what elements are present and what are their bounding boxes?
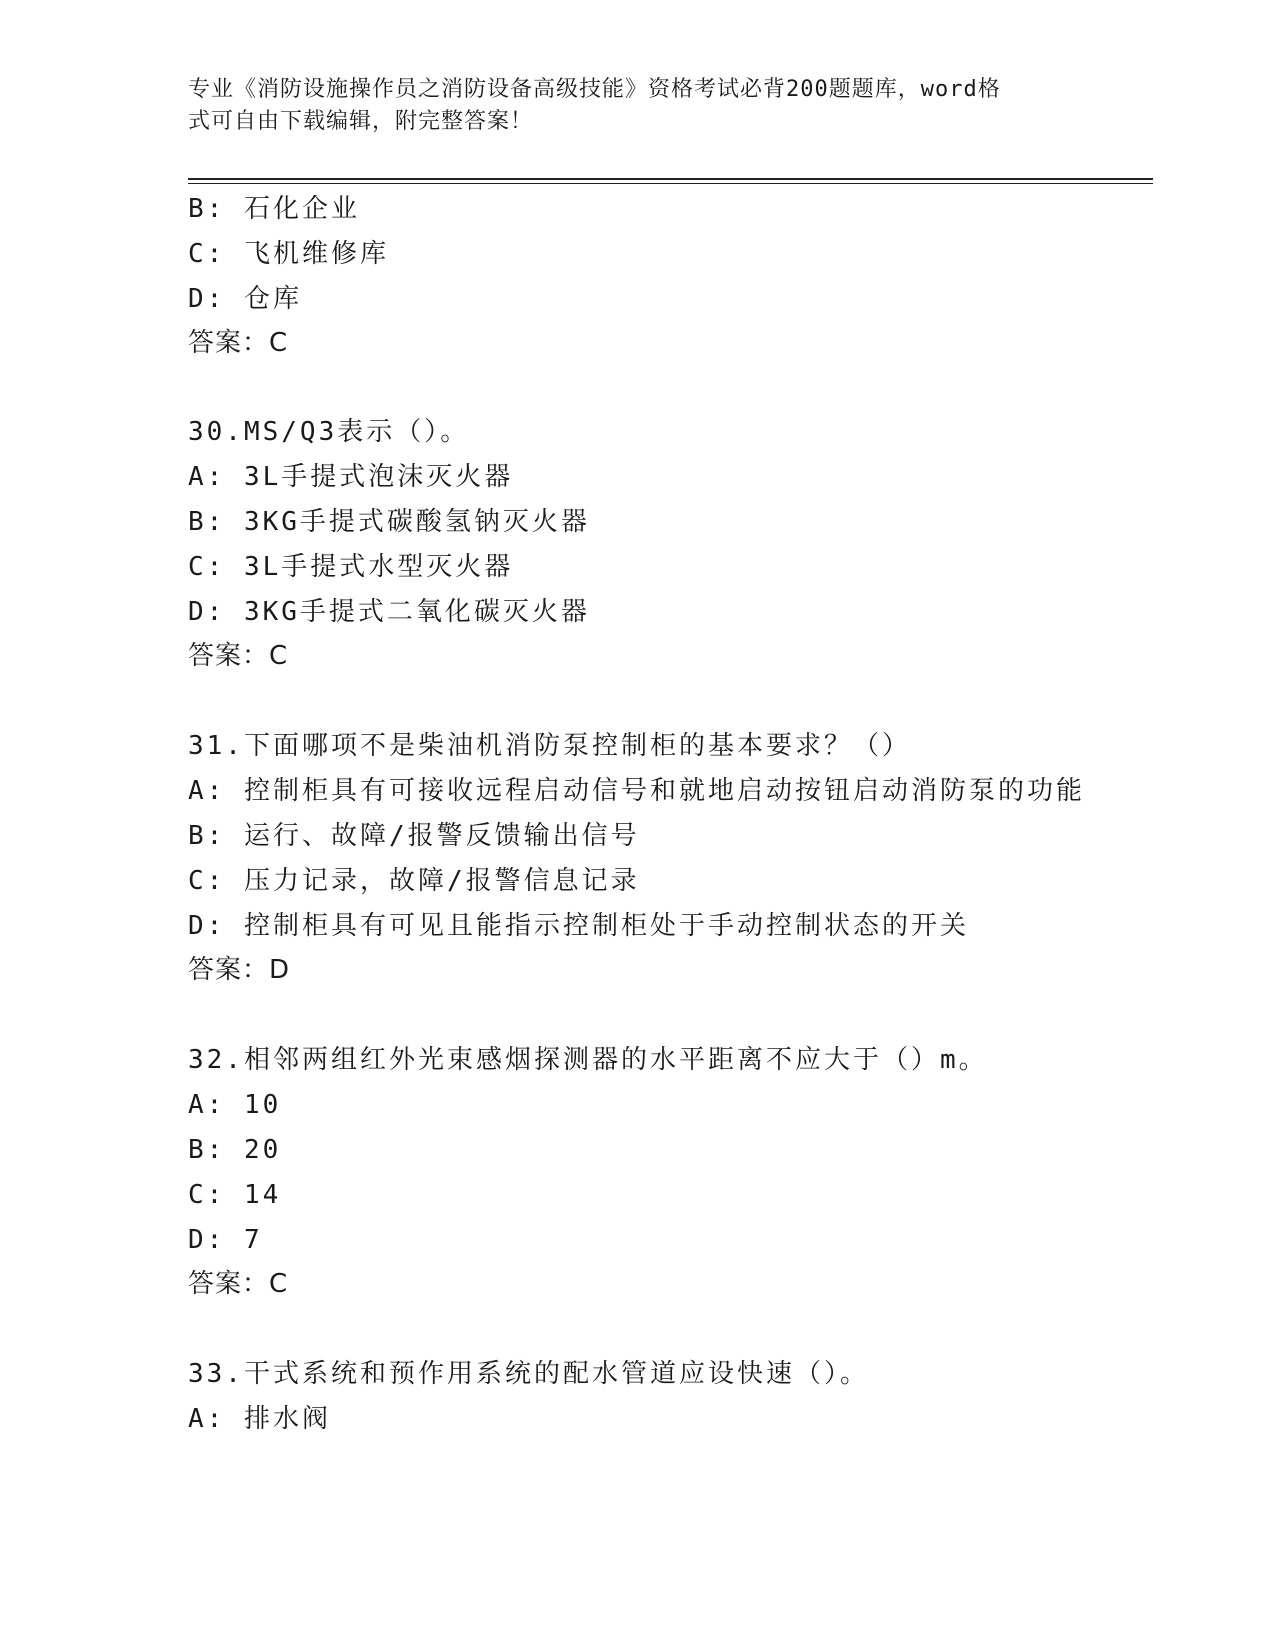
document-header: [188, 74, 1088, 138]
q32-option-d: D: 7: [188, 1225, 263, 1255]
q31-answer: 答案：D: [188, 955, 291, 985]
q32-question: 32.相邻两组红外光束感烟探测器的水平距离不应大于（）m。: [188, 1045, 988, 1075]
header-divider-thin: [188, 183, 1153, 184]
q29-option-b: B: 石化企业: [188, 194, 360, 224]
q33-question: 33.干式系统和预作用系统的配水管道应设快速（）。: [188, 1359, 869, 1389]
q29-option-d: D: 仓库: [188, 284, 302, 314]
q32-option-a: A: 10: [188, 1090, 282, 1120]
q30-option-a: A: 3L手提式泡沫灭火器: [188, 462, 514, 492]
q31-option-d: D: 控制柜具有可见且能指示控制柜处于手动控制状态的开关: [188, 911, 969, 941]
header-line-2: 式可自由下载编辑，附完整答案！: [188, 109, 534, 134]
q32-answer: 答案：C: [188, 1269, 289, 1299]
q33-option-a: A: 排水阀: [188, 1404, 331, 1434]
q30-option-d: D: 3KG手提式二氧化碳灭火器: [188, 597, 590, 627]
q30-option-b: B: 3KG手提式碳酸氢钠灭火器: [188, 507, 590, 537]
q30-answer: 答案：C: [188, 641, 289, 671]
q29-answer: 答案：C: [188, 328, 289, 358]
q31-option-b: B: 运行、故障/报警反馈输出信号: [188, 821, 640, 851]
q32-option-b: B: 20: [188, 1135, 282, 1165]
q31-option-a: A: 控制柜具有可接收远程启动信号和就地启动按钮启动消防泵的功能: [188, 776, 1085, 806]
q29-option-c: C: 飞机维修库: [188, 239, 389, 269]
header-divider: [188, 178, 1153, 180]
q30-question: 30.MS/Q3表示（）。: [188, 417, 470, 447]
q32-option-c: C: 14: [188, 1180, 282, 1210]
q31-option-c: C: 压力记录，故障/报警信息记录: [188, 866, 640, 896]
header-line-1: 专业《消防设施操作员之消防设备高级技能》资格考试必背200题题库，word格: [188, 77, 1001, 102]
q31-question: 31.下面哪项不是柴油机消防泵控制柜的基本要求？（）: [188, 731, 911, 761]
q30-option-c: C: 3L手提式水型灭火器: [188, 552, 514, 582]
